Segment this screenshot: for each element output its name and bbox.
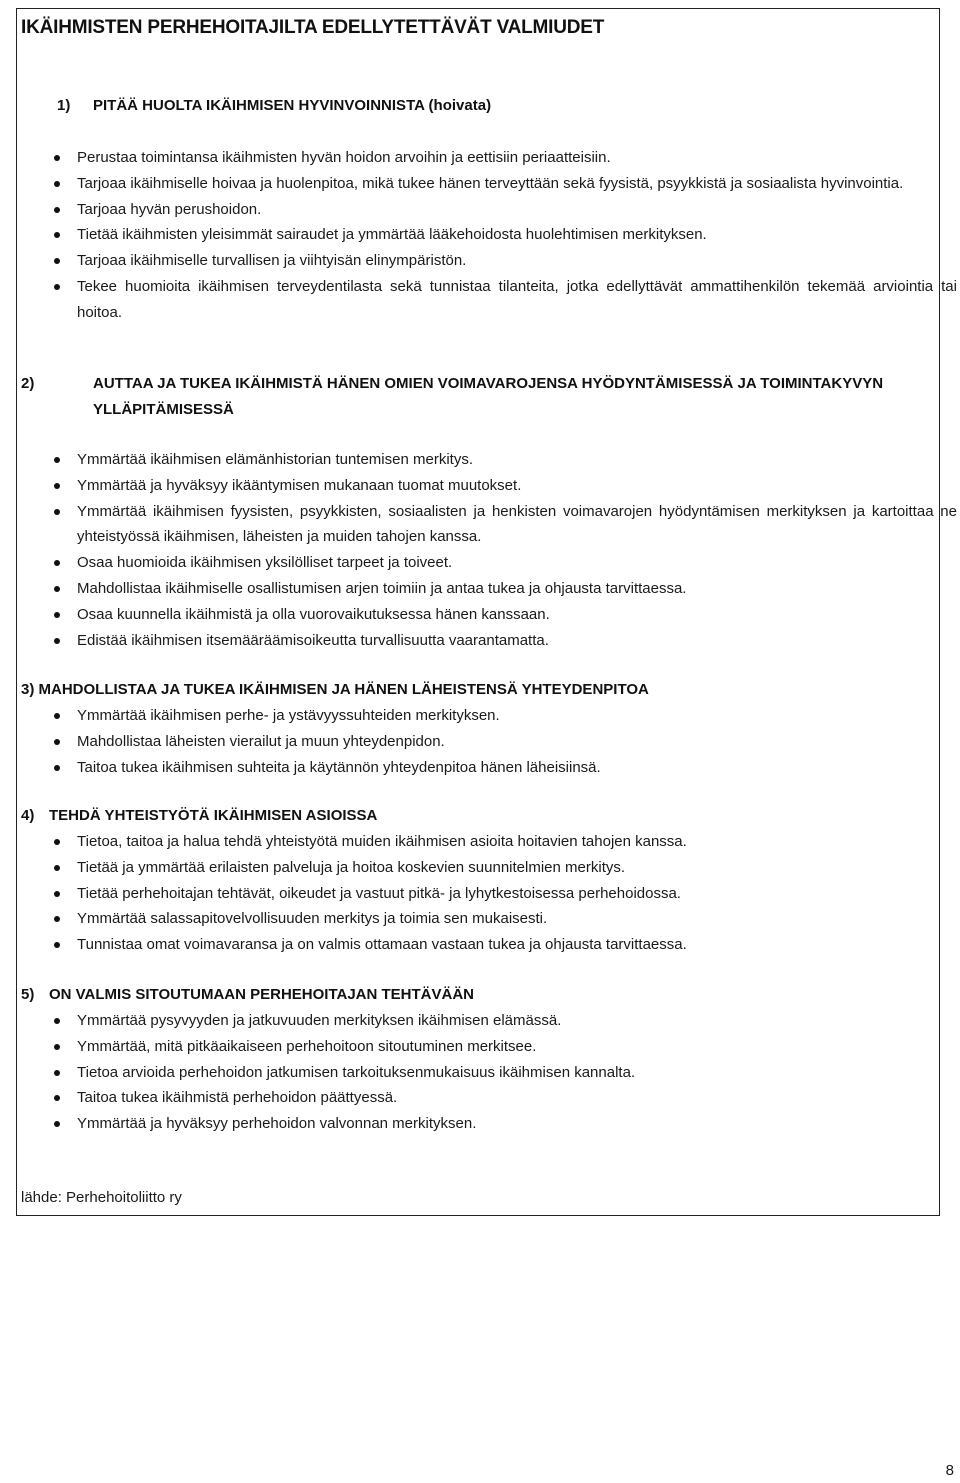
list-item: Tarjoaa hyvän perushoidon. [17,197,957,223]
bullet-icon [54,1018,60,1024]
bullet-icon [54,1044,60,1050]
bullet-icon [54,457,60,463]
section-3-list [17,703,957,780]
section-1-heading [57,93,491,119]
list-item: Tarjoaa ikäihmiselle turvallisen ja viihtyisän elinympäristön. [17,248,957,274]
bullet-icon [54,891,60,897]
bullet-icon [54,638,60,644]
list-item: Tietää ja ymmärtää erilaisten palveluja ja hoitoa koskevien suunnitelmien merkitys. [17,855,957,881]
bullet-icon [54,839,60,845]
bullet-icon [54,713,60,719]
bullet-icon [54,560,60,566]
bullet-icon [54,612,60,618]
list-item: Ymmärtää pysyvyyden ja jatkuvuuden merkityksen ikäihmisen elämässä. [17,1008,957,1034]
bullet-icon [54,916,60,922]
list-item: Ymmärtää ikäihmisen elämänhistorian tuntemisen merkitys. [17,447,957,473]
bullet-icon [54,181,60,187]
section-3-heading [21,677,649,703]
bullet-icon [54,483,60,489]
list-item: Tekee huomioita ikäihmisen terveydentilasta sekä tunnistaa tilanteita, jotka edellyttävät ammattihenkilön tekemää arviointia tai hoitoa. [17,274,957,326]
list-item: Tietoa arvioida perhehoidon jatkumisen tarkoituksenmukaisuus ikäihmisen kannalta. [17,1060,957,1086]
section-4-heading [21,803,377,829]
page-number: 8 [945,1462,954,1479]
bullet-icon [54,865,60,871]
list-item: Ymmärtää ikäihmisen perhe- ja ystävyyssuhteiden merkityksen. [17,703,957,729]
bullet-icon [54,586,60,592]
section-1-list [17,145,957,326]
section-1-title: PITÄÄ HUOLTA IKÄIHMISEN HYVINVOINNISTA (hoivata) [93,97,492,114]
list-item: Mahdollistaa läheisten vierailut ja muun yhteydenpidon. [17,729,957,755]
bullet-icon [54,258,60,264]
bullet-icon [54,739,60,745]
bullet-icon [54,155,60,161]
bullet-icon [54,207,60,213]
list-item: Taitoa tukea ikäihmistä perhehoidon päättyessä. [17,1085,957,1111]
list-item: Ymmärtää ikäihmisen fyysisten, psyykkisten, sosiaalisten ja henkisten voimavarojen hyödyntämisen merkityksen ja kartoittaa ne yhteistyössä ikäihmisen, läheisten ja muiden tahojen kanssa. [17,499,957,551]
list-item: Taitoa tukea ikäihmisen suhteita ja käytännön yhteydenpitoa hänen läheisiinsä. [17,755,957,781]
page-title: IKÄIHMISTEN PERHEHOITAJILTA EDELLYTETTÄVÄT VALMIUDET [21,17,605,38]
list-item: Ymmärtää salassapitovelvollisuuden merkitys ja toimia sen mukaisesti. [17,906,957,932]
section-5-title: ON VALMIS SITOUTUMAAN PERHEHOITAJAN TEHTÄVÄÄN [49,986,475,1003]
section-2-heading [21,371,953,423]
list-item: Mahdollistaa ikäihmiselle osallistumisen arjen toimiin ja antaa tukea ja ohjausta tarvittaessa. [17,576,957,602]
bullet-icon [54,1095,60,1101]
section-2-number: 2) [21,375,35,392]
section-5-number: 5) [21,986,35,1003]
list-item: Tunnistaa omat voimavaransa ja on valmis ottamaan vastaan tukea ja ohjausta tarvittaessa. [17,932,957,958]
source-note: lähde: Perhehoitoliitto ry [21,1189,182,1206]
section-2-title: AUTTAA JA TUKEA IKÄIHMISTÄ HÄNEN OMIEN VOIMAVAROJENSA HYÖDYNTÄMISESSÄ JA TOIMINTAKYVYN YLLÄPITÄMISESSÄ [93,375,884,418]
list-item: Tietää ikäihmisten yleisimmät sairaudet ja ymmärtää lääkehoidosta huolehtimisen merkityksen. [17,222,957,248]
bullet-icon [54,765,60,771]
list-item: Osaa huomioida ikäihmisen yksilölliset tarpeet ja toiveet. [17,550,957,576]
list-item: Ymmärtää, mitä pitkäaikaiseen perhehoitoon sitoutuminen merkitsee. [17,1034,957,1060]
content-frame [16,8,957,1216]
section-5-heading [21,982,474,1008]
bullet-icon [54,942,60,948]
section-2-list [17,447,957,653]
list-item: Tarjoaa ikäihmiselle hoivaa ja huolenpitoa, mikä tukee hänen terveyttään sekä fyysistä, psyykkistä ja sosiaalista hyvinvointia. [17,171,957,197]
section-4-number: 4) [21,807,35,824]
section-3-title: MAHDOLLISTAA JA TUKEA IKÄIHMISEN JA HÄNEN LÄHEISTENSÄ YHTEYDENPITOA [38,681,649,698]
section-4-list [17,829,957,958]
list-item: Osaa kuunnella ikäihmistä ja olla vuorovaikutuksessa hänen kanssaan. [17,602,957,628]
list-item: Tietoa, taitoa ja halua tehdä yhteistyötä muiden ikäihmisen asioita hoitavien tahojen kanssa. [17,829,957,855]
section-5-list [17,1008,957,1137]
section-4-title: TEHDÄ YHTEISTYÖTÄ IKÄIHMISEN ASIOISSA [49,807,378,824]
bullet-icon [54,284,60,290]
bullet-icon [54,509,60,515]
bullet-icon [54,1121,60,1127]
list-item: Ymmärtää ja hyväksyy perhehoidon valvonnan merkityksen. [17,1111,957,1137]
list-item: Ymmärtää ja hyväksyy ikääntymisen mukanaan tuomat muutokset. [17,473,957,499]
bullet-icon [54,232,60,238]
list-item: Tietää perhehoitajan tehtävät, oikeudet ja vastuut pitkä- ja lyhytkestoisessa perhehoidossa. [17,881,957,907]
list-item: Edistää ikäihmisen itsemääräämisoikeutta turvallisuutta vaarantamatta. [17,628,957,654]
section-1-number: 1) [57,97,71,114]
section-3-number: 3) [21,681,35,698]
bullet-icon [54,1070,60,1076]
list-item: Perustaa toimintansa ikäihmisten hyvän hoidon arvoihin ja eettisiin periaatteisiin. [17,145,957,171]
